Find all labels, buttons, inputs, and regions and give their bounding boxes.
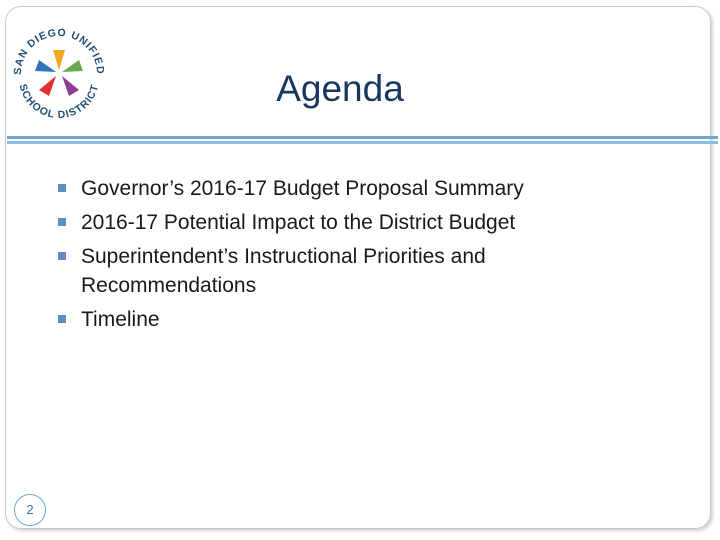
agenda-item-text: Superintendent’s Instructional Priorities and Recommendations [81,245,486,297]
page-number: 2 [14,494,46,526]
agenda-list [56,174,656,339]
agenda-item-text: Governor’s 2016-17 Budget Proposal Summary [81,177,524,200]
agenda-item [56,242,551,300]
logo-top-text: SAN DIEGO UNIFIED [11,26,107,76]
agenda-item [56,305,656,334]
square-bullet-icon [58,184,66,192]
svg-text:SCHOOL DISTRICT [17,83,102,120]
square-bullet-icon [58,218,66,226]
agenda-item [56,174,656,203]
header-divider [7,136,718,146]
agenda-item [56,208,656,237]
square-bullet-icon [58,252,66,260]
agenda-item-text: 2016-17 Potential Impact to the District Budget [81,211,516,234]
slide-title: Agenda [276,68,404,109]
star-petals-icon [35,50,83,96]
school-district-logo [9,22,109,120]
agenda-item-text: Timeline [81,308,160,331]
square-bullet-icon [58,315,66,323]
logo-bottom-text: SCHOOL DISTRICT [16,82,102,120]
